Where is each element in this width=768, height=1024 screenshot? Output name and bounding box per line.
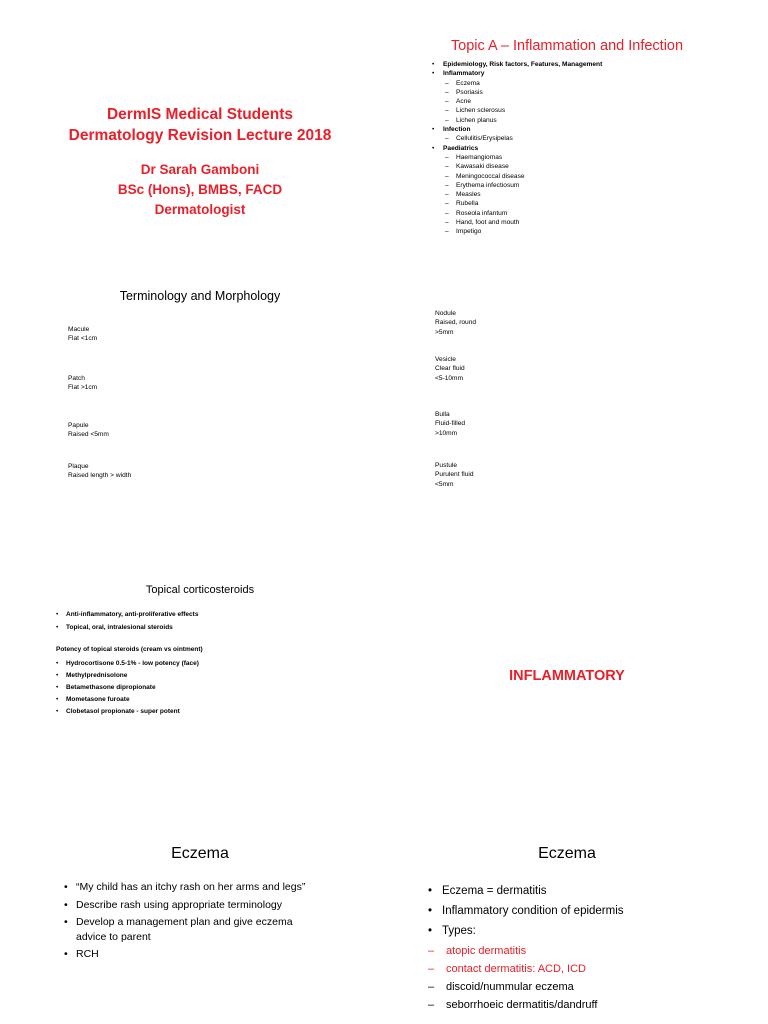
term-desc: Flat <1cm: [68, 335, 98, 343]
term-desc: Raised, round: [435, 319, 477, 327]
topic-a-title: Topic A – Inflammation and Infection: [450, 38, 684, 54]
corticosteroids-bullets: [56, 609, 356, 634]
term-name: Papule: [68, 422, 89, 429]
list-item: – Meningococcal disease: [432, 172, 732, 181]
term-papule: [68, 421, 109, 440]
eczema-case-list: [64, 880, 314, 965]
lecture-title-line2: Dermatology Revision Lecture 2018: [68, 127, 332, 144]
term-name: Macule: [68, 326, 90, 333]
title-slide: [60, 104, 340, 220]
list-item: – Measles: [432, 190, 732, 199]
potency-heading: Potency of topical steroids (cream vs ointment): [56, 646, 203, 653]
term-desc: Flat >1cm: [68, 384, 98, 392]
list-item: – Lichen planus: [432, 116, 732, 125]
term-bulla: [435, 410, 465, 438]
corticosteroids-title: Topical corticosteroids: [145, 584, 255, 596]
lecture-title-line1: DermIS Medical Students: [106, 106, 294, 123]
inflammatory-section-title: INFLAMMATORY: [509, 668, 625, 684]
term-desc: Raised length > width: [68, 472, 132, 480]
list-item: • Anti-inflammatory, anti-proliferative effects: [56, 609, 356, 622]
list-item: • Inflammatory condition of epidermis: [428, 901, 728, 921]
term-pustule: [435, 461, 474, 489]
list-item: – Cellulitis/Erysipelas: [432, 134, 732, 143]
list-item: – Haemangiomas: [432, 153, 732, 162]
term-size: <5mm: [435, 480, 454, 488]
list-item: • Betamethasone dipropionate: [56, 682, 356, 694]
list-item: – Impetigo: [432, 227, 732, 236]
list-item: – Eczema: [432, 79, 732, 88]
list-item: • Paediatrics: [432, 144, 732, 153]
term-macule: [68, 325, 97, 344]
list-item: – Rubella: [432, 199, 732, 208]
list-item: • Types:: [428, 921, 728, 941]
terminology-title: Terminology and Morphology: [119, 289, 281, 303]
list-item: – Erythema infectiosum: [432, 181, 732, 190]
author-role: Dermatologist: [154, 202, 246, 217]
list-item: • Develop a management plan and give eczema advice to parent: [64, 915, 314, 944]
eczema-type: – atopic dermatitis: [428, 942, 728, 960]
list-item: – Acne: [432, 97, 732, 106]
topic-a-list: [432, 60, 732, 237]
term-size: >5mm: [435, 328, 454, 336]
list-item: • Clobetasol propionate - super potent: [56, 706, 356, 718]
term-patch: [68, 374, 97, 393]
list-item: – Lichen sclerosus: [432, 106, 732, 115]
list-item: • Infection: [432, 125, 732, 134]
term-size: <5-10mm: [435, 374, 464, 382]
term-desc: Purulent fluid: [435, 471, 474, 479]
list-item: • Eczema = dermatitis: [428, 881, 728, 901]
author-name: Dr Sarah Gamboni: [140, 162, 260, 177]
term-vesicle: [435, 355, 465, 383]
list-item: • Epidemiology, Risk factors, Features, Management: [432, 60, 732, 69]
term-name: Patch: [68, 375, 85, 382]
term-name: Nodule: [435, 310, 456, 317]
list-item: – Roseola infantum: [432, 209, 732, 218]
list-item: • RCH: [64, 947, 314, 962]
eczema-type: – seborrhoeic dermatitis/dandruff: [428, 996, 728, 1014]
eczema-type: – discoid/nummular eczema: [428, 978, 728, 996]
eczema-case-title: Eczema: [171, 845, 229, 862]
term-name: Pustule: [435, 462, 457, 469]
list-item: • “My child has an itchy rash on her arms and legs”: [64, 880, 314, 895]
list-item: • Describe rash using appropriate terminology: [64, 898, 314, 913]
list-item: – Hand, foot and mouth: [432, 218, 732, 227]
list-item: – Kawasaki disease: [432, 162, 732, 171]
list-item: – Psoriasis: [432, 88, 732, 97]
list-item: • Topical, oral, intralesional steroids: [56, 622, 356, 635]
list-item: • Hydrocortisone 0.5-1% - low potency (face): [56, 658, 356, 670]
list-item: • Inflammatory: [432, 69, 732, 78]
eczema-info-title: Eczema: [538, 845, 596, 862]
term-desc: Clear fluid: [435, 365, 465, 373]
term-name: Vesicle: [435, 356, 456, 363]
term-desc: Fluid-filled: [435, 420, 466, 428]
term-nodule: [435, 309, 476, 337]
term-name: Plaque: [68, 463, 89, 470]
term-desc: Raised <5mm: [68, 431, 109, 439]
eczema-type: – contact dermatitis: ACD, ICD: [428, 960, 728, 978]
eczema-info-list: [428, 881, 728, 1014]
potency-list: [56, 658, 356, 718]
term-plaque: [68, 462, 131, 481]
term-name: Bulla: [435, 411, 450, 418]
list-item: • Mometasone furoate: [56, 694, 356, 706]
term-size: >10mm: [435, 429, 458, 437]
list-item: • Methylprednisolone: [56, 670, 356, 682]
author-credentials: BSc (Hons), BMBS, FACD: [117, 182, 283, 197]
